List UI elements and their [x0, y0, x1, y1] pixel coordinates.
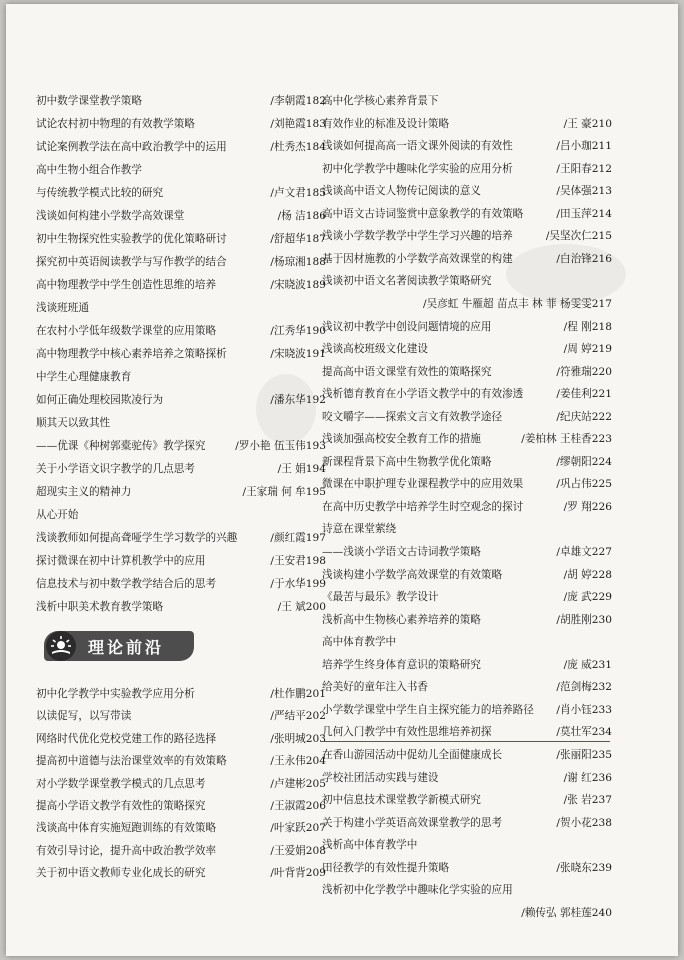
toc-entry-author-page: /颜红霞197	[270, 532, 326, 544]
toc-entry-author-page: /莫壮军234	[556, 726, 612, 739]
toc-entry-title: 关于构建小学英语高效课堂教学的思考	[322, 816, 503, 829]
toc-entry	[322, 162, 612, 176]
toc-entry-author-page: /肖小钰233	[556, 703, 612, 716]
toc-entry	[36, 709, 326, 723]
toc-entry	[322, 748, 612, 762]
toc-entry-author-page: /田玉萍214	[556, 207, 612, 220]
toc-entry-title: 浅谈高校班级文化建设	[322, 343, 428, 356]
toc-entry	[322, 522, 612, 536]
toc-entry-author-page: /卓雄文227	[556, 546, 612, 558]
toc-entry-author-page: /罗小艳 伍玉伟193	[235, 440, 326, 452]
toc-entry	[322, 365, 612, 379]
toc-entry-author-page: /吕小珈211	[556, 140, 612, 153]
toc-entry	[322, 861, 612, 875]
toc-entry-title: 微课在中职护理专业课程教学中的应用效果	[322, 478, 524, 491]
paper-stain	[256, 374, 316, 444]
toc-entry-title: 探讨微课在初中计算机教学中的应用	[36, 555, 206, 567]
toc-entry-title: 有效引导讨论，提升高中政治教学效率	[36, 844, 217, 857]
toc-entry-author-page: /胡胜刚230	[556, 613, 612, 626]
toc-entry-title: 《最苦与最乐》教学设计	[322, 591, 439, 604]
toc-entry-title: 初中生物探究性实验教学的优化策略研讨	[36, 233, 227, 245]
toc-entry-author-page: /缪朝阳224	[556, 455, 612, 468]
toc-entry	[36, 508, 326, 522]
toc-entry	[36, 866, 326, 880]
toc-entry	[322, 725, 612, 739]
toc-entry-author-page: /周 婷219	[563, 343, 612, 356]
sun-book-icon	[46, 631, 76, 661]
toc-entry-title: 浅谈高中体育实施短跑训练的有效策略	[36, 822, 217, 835]
toc-entry	[36, 140, 326, 154]
toc-entry	[322, 387, 612, 401]
toc-entry-title: 与传统教学模式比较的研究	[36, 187, 164, 199]
toc-entry	[36, 301, 326, 315]
toc-entry	[36, 844, 326, 858]
toc-entry-title: 高中体育教学中	[322, 636, 397, 649]
toc-entry	[36, 600, 326, 614]
toc-entry-title: 几何入门教学中有效性思维培养初探	[322, 726, 492, 739]
toc-entry-author-page: /张明城203	[270, 732, 326, 745]
toc-entry	[322, 568, 612, 582]
toc-entry-title: 浅析德育教育在小学语文教学中的有效渗透	[322, 388, 524, 401]
toc-entry-title: 提高初中道德与法治课堂效率的有效策略	[36, 755, 227, 768]
toc-entry	[322, 252, 612, 266]
toc-entry	[322, 455, 612, 469]
toc-entry	[36, 370, 326, 384]
toc-entry	[36, 777, 326, 791]
toc-entry	[322, 883, 612, 897]
toc-entry-author-page: /王 斌200	[277, 601, 326, 613]
toc-entry-author-page: /潘东华192	[270, 394, 326, 406]
toc-entry-title: 对小学数学课堂教学模式的几点思考	[36, 777, 206, 790]
toc-entry	[322, 613, 612, 627]
toc-entry-title: 超现实主义的精神力	[36, 486, 132, 498]
toc-entry-author-page: /程 刚218	[563, 320, 612, 333]
toc-entry-title: 浅谈加强高校安全教育工作的措施	[322, 433, 481, 446]
toc-entry-author-page: /王淑霞206	[270, 800, 326, 812]
toc-entry-title: 初中数学课堂教学策略	[36, 95, 142, 107]
toc-entry-author-page: /白治锋216	[556, 252, 612, 265]
toc-entry-title: 提高小学语文教学有效性的策略探究	[36, 800, 206, 812]
toc-entry-title: 小学数学课堂中学生自主探究能力的培养路径	[322, 703, 534, 716]
toc-entry	[36, 439, 326, 453]
toc-entry	[36, 117, 326, 131]
toc-entry-author-page: /谢 红236	[563, 771, 612, 784]
toc-entry-title: 以读促写，以写带读	[36, 710, 132, 723]
toc-entry-author-page: /刘艳霞183	[270, 118, 326, 130]
toc-entry-title: 基于因材施教的小学数学高效课堂的构建	[322, 252, 513, 265]
toc-entry-title: 浅谈如何提高高一语文课外阅读的有效性	[322, 140, 513, 153]
toc-entry-author-page: /王永伟204	[270, 755, 326, 768]
toc-entry-title: 顺其天以致其性	[36, 417, 111, 429]
toc-entry-author-page: /王 娟194	[277, 463, 326, 475]
toc-entry-title: 浅析中职美术教育教学策略	[36, 601, 164, 613]
toc-entry	[322, 816, 612, 830]
toc-entry-author-page: /卢文君185	[270, 187, 326, 199]
toc-entry-title: 高中物理教学中学生创造性思维的培养	[36, 279, 217, 291]
toc-entry-author-page: /严结平202	[270, 710, 326, 723]
toc-entry	[36, 754, 326, 768]
toc-entry-author-page: /于水华199	[270, 578, 326, 590]
toc-entry-author-page: /李朝霞182	[270, 95, 326, 107]
toc-entry-title: 初中信息技术课堂教学新模式研究	[322, 794, 481, 807]
toc-entry	[322, 477, 612, 491]
toc-entry-author-page: /杨琼湘188	[270, 256, 326, 268]
section-heading-text: 理论前沿	[88, 637, 165, 657]
toc-entry-title: 如何正确处理校园欺凌行为	[36, 394, 164, 406]
toc-entry-title: 高中生物小组合作教学	[36, 164, 142, 176]
toc-entry-title: 浅谈如何构建小学数学高效课堂	[36, 210, 185, 222]
toc-entry-title: 从心开始	[36, 509, 79, 521]
section-heading-banner	[44, 631, 194, 661]
toc-entry-title: 浅析高中生物核心素养培养的策略	[322, 613, 481, 626]
toc-entry-title: 高中物理教学中核心素养培养之策略探析	[36, 348, 227, 360]
toc-entry-title: 学校社团活动实践与建设	[322, 771, 439, 784]
toc-entry	[36, 554, 326, 568]
toc-entry-title: 中学生心理健康教育	[36, 371, 132, 383]
toc-entry	[322, 500, 612, 514]
toc-entry-author-page: /纪庆站222	[556, 410, 612, 423]
toc-entry	[322, 184, 612, 198]
toc-entry	[36, 324, 326, 338]
toc-entry-author-page: /王 豪210	[563, 117, 612, 130]
toc-entry	[322, 658, 612, 672]
toc-entry-author-page: /贺小花238	[556, 816, 612, 829]
toc-entry-author-page: /王阳春212	[556, 162, 612, 175]
toc-entry	[322, 117, 612, 131]
toc-entry-author-page: /王爱娟208	[270, 844, 326, 857]
toc-entry	[36, 232, 326, 246]
toc-entry	[36, 799, 326, 813]
toc-entry	[322, 297, 612, 311]
toc-entry-author-page: /卢建彬205	[270, 777, 326, 790]
toc-entry-title: 田径教学的有效性提升策略	[322, 861, 450, 874]
toc-entry-author-page: /舒超华187	[270, 233, 326, 245]
toc-entry-title: 网络时代优化党校党建工作的路径选择	[36, 732, 217, 745]
toc-entry	[36, 255, 326, 269]
toc-entry-title: 浅谈小学数学教学中学生学习兴趣的培养	[322, 230, 513, 243]
toc-entry-title: ——浅谈小学语文古诗词教学策略	[322, 546, 481, 558]
toc-entry-author-page: /吴坚次仁215	[545, 230, 612, 243]
toc-entry	[36, 209, 326, 223]
toc-entry-author-page: /宋晓波189	[270, 279, 326, 291]
toc-entry	[322, 342, 612, 356]
toc-entry	[36, 347, 326, 361]
toc-entry-title: ——优课《种树郭橐驼传》教学探究	[36, 440, 206, 452]
toc-entry-author-page: /范剑梅232	[556, 681, 612, 694]
toc-entry	[36, 94, 326, 108]
toc-entry-title: 浅谈班班通	[36, 302, 89, 314]
toc-entry	[36, 485, 326, 499]
toc-entry	[322, 320, 612, 334]
toc-entry-title: 初中化学教学中趣味化学实验的应用分析	[322, 162, 513, 175]
toc-entry-author-page: /张丽阳235	[556, 748, 612, 761]
toc-entry-title: 高中化学核心素养背景下	[322, 95, 439, 107]
toc-entry	[36, 278, 326, 292]
toc-entry-author-page: /江秀华190	[270, 325, 326, 337]
document-page	[6, 4, 678, 956]
toc-entry-author-page: /姜柏林 王桂香223	[521, 433, 612, 446]
toc-entry-author-page: /叶背背209	[270, 867, 326, 880]
toc-entry-title: 给美好的童年注入书香	[322, 681, 428, 694]
toc-entry-author-page: /张 岩237	[563, 794, 612, 807]
toc-entry	[36, 687, 326, 701]
toc-entry-author-page: /巩占伟225	[556, 478, 612, 491]
toc-entry-author-page: /罗 翔226	[563, 500, 612, 513]
toc-entry	[322, 432, 612, 446]
toc-entry-title: 浅析初中化学教学中趣味化学实验的应用	[322, 884, 513, 897]
toc-entry-author-page: /宋晓波191	[270, 348, 326, 360]
toc-entry-author-page: /叶家跃207	[270, 822, 326, 835]
toc-entry-title: 在农村小学低年级数学课堂的应用策略	[36, 325, 217, 337]
toc-entry-author-page: /王安君198	[270, 555, 326, 567]
toc-entry	[322, 838, 612, 852]
toc-entry-title: 高中语文古诗词鉴赏中意象教学的有效策略	[322, 207, 524, 220]
toc-entry-author-page: /杨 洁186	[277, 210, 326, 222]
toc-entry-title: 初中化学教学中实验教学应用分析	[36, 688, 195, 700]
toc-entry-author-page: /赖传弘 郭桂莲240	[521, 906, 612, 919]
toc-entry	[322, 680, 612, 694]
toc-entry-title: 试论案例教学法在高中政治教学中的运用	[36, 141, 227, 153]
toc-entry-author-page: /杜秀杰184	[270, 141, 326, 153]
toc-entry-author-page: /杜作鹏201	[270, 688, 326, 700]
toc-entry-title: 在高中历史教学中培养学生时空观念的探讨	[322, 500, 524, 513]
toc-entry	[322, 703, 612, 717]
toc-entry-author-page: /吴体强213	[556, 185, 612, 198]
toc-entry-title: 有效作业的标准及设计策略	[322, 117, 450, 130]
toc-entry	[322, 906, 612, 920]
toc-entry-title: 培养学生终身体育意识的策略研究	[322, 658, 481, 671]
toc-entry	[322, 139, 612, 153]
toc-entry	[36, 732, 326, 746]
toc-entry-title: 信息技术与初中数学教学结合后的思考	[36, 578, 217, 590]
toc-entry-author-page: /庞 武229	[563, 591, 612, 604]
toc-entry	[36, 163, 326, 177]
toc-entry-author-page: /吴彦虹 牛雁超 苗点丰 林 菲 杨雯雯217	[423, 297, 612, 310]
toc-entry	[322, 771, 612, 785]
toc-entry-author-page: /张晓东239	[556, 861, 612, 874]
toc-entry	[36, 416, 326, 430]
toc-entry-author-page: /王家瑞 何 牟195	[242, 486, 326, 498]
toc-entry-title: 浅析高中体育教学中	[322, 839, 418, 852]
toc-entry-author-page: /庞 威231	[563, 658, 612, 671]
toc-entry-title: 咬文嚼字——探索文言文有效教学途径	[322, 410, 503, 423]
toc-entry-title: 浅谈高中语文人物传记阅读的意义	[322, 185, 481, 198]
toc-entry	[322, 545, 612, 559]
toc-entry	[322, 410, 612, 424]
toc-entry	[322, 793, 612, 807]
toc-entry-title: 提高高中语文课堂有效性的策略探究	[322, 365, 492, 378]
toc-entry-author-page: /符雅瑞220	[556, 365, 612, 378]
toc-entry	[322, 274, 612, 288]
toc-entry	[322, 207, 612, 221]
toc-entry-title: 浅谈教师如何提高聋哑学生学习数学的兴趣	[36, 532, 238, 544]
toc-entry-title: 关于初中语文教师专业化成长的研究	[36, 867, 206, 880]
toc-entry-title: 新课程背景下高中生物教学优化策略	[322, 455, 492, 468]
toc-entry	[36, 462, 326, 476]
toc-entry-title: 浅议初中教学中创设问题情境的应用	[322, 320, 492, 333]
toc-entry	[322, 635, 612, 649]
toc-entry-title: 关于小学语文识字教学的几点思考	[36, 463, 195, 475]
toc-entry-title: 探究初中英语阅读教学与写作教学的结合	[36, 256, 227, 268]
toc-entry-title: 浅谈初中语文名著阅读教学策略研究	[322, 275, 492, 288]
toc-entry	[36, 186, 326, 200]
toc-entry-title: 诗意在课堂萦绕	[322, 523, 397, 536]
toc-entry-author-page: /胡 婷228	[563, 568, 612, 581]
toc-entry-title: 试论农村初中物理的有效教学策略	[36, 118, 195, 130]
red-underline-mark	[322, 741, 610, 742]
toc-entry	[36, 393, 326, 407]
toc-entry-author-page: /姜佳利221	[556, 388, 612, 401]
toc-entry	[36, 821, 326, 835]
toc-entry	[322, 229, 612, 243]
toc-entry	[36, 531, 326, 545]
toc-entry	[322, 590, 612, 604]
toc-entry	[322, 94, 612, 108]
toc-entry	[36, 577, 326, 591]
toc-entry-title: 浅谈构建小学数学高效课堂的有效策略	[322, 568, 503, 581]
toc-entry-title: 在香山游园活动中促幼儿全面健康成长	[322, 748, 503, 761]
